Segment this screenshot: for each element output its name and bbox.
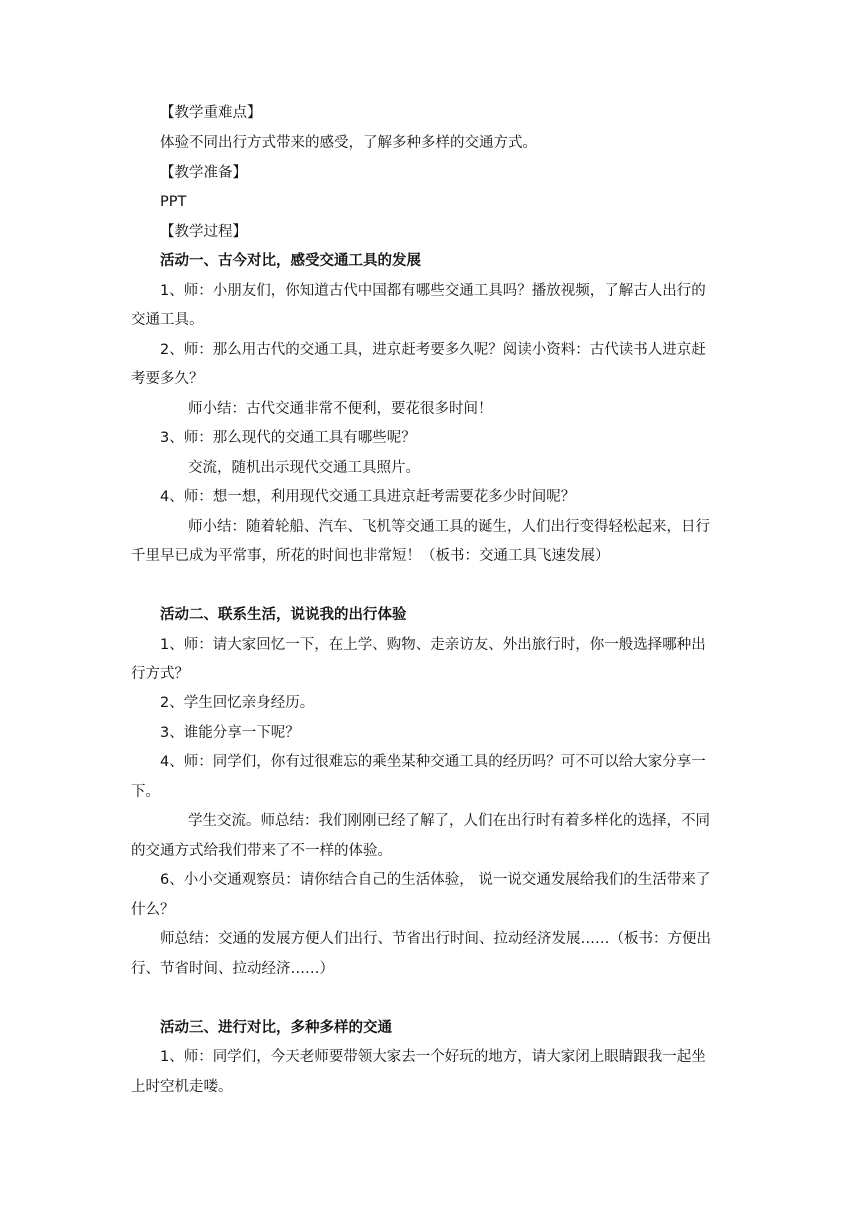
paragraph: 2、学生回忆亲身经历。 — [160, 695, 315, 711]
paragraph: 什么？ — [131, 902, 175, 918]
paragraph: 2、师：那么用古代的交通工具，进京赶考要多久呢？阅读小资料：古代读书人进京赶 — [160, 342, 706, 358]
paragraph: 师小结：古代交通非常不便利，要花很多时间！ — [188, 401, 493, 417]
paragraph: 行方式？ — [131, 666, 189, 682]
paragraph: 行、节省时间、拉动经济……） — [131, 961, 334, 977]
paragraph: 6、小小交通观察员：请你结合自己的生活体验， 说一说交通发展给我们的生活带来了 — [160, 872, 711, 888]
section-heading-key-points: 【教学重难点】 — [160, 105, 262, 121]
paragraph: 学生交流。师总结：我们刚刚已经了解了，人们在出行时有着多样化的选择，不同 — [188, 813, 710, 829]
paragraph: 下。 — [131, 784, 160, 800]
paragraph: 4、师：同学们，你有过很难忘的乘坐某种交通工具的经历吗？可不可以给大家分享一 — [160, 754, 706, 770]
paragraph: PPT — [160, 194, 187, 210]
paragraph: 上时空机走喽。 — [131, 1079, 233, 1095]
activity-heading-2: 活动二、联系生活，说说我的出行体验 — [160, 607, 407, 623]
paragraph: 1、师：同学们，今天老师要带领大家去一个好玩的地方，请大家闭上眼睛跟我一起坐 — [160, 1049, 706, 1065]
paragraph: 体验不同出行方式带来的感受，了解多种多样的交通方式。 — [160, 135, 537, 151]
paragraph: 师总结：交通的发展方便人们出行、节省出行时间、拉动经济发展……（板书：方便出 — [160, 931, 711, 947]
paragraph: 交通工具。 — [131, 312, 204, 328]
paragraph: 交流，随机出示现代交通工具照片。 — [188, 460, 420, 476]
section-heading-process: 【教学过程】 — [160, 224, 247, 240]
paragraph: 考要多久？ — [131, 371, 204, 387]
paragraph: 4、师：想一想，利用现代交通工具进京赶考需要花多少时间呢？ — [160, 489, 576, 505]
activity-heading-1: 活动一、古今对比，感受交通工具的发展 — [160, 253, 421, 269]
paragraph: 千里早已成为平常事，所花的时间也非常短！（板书：交通工具飞速发展） — [131, 548, 610, 564]
paragraph: 1、师：请大家回忆一下，在上学、购物、走亲访友、外出旅行时，你一般选择哪种出 — [160, 637, 706, 653]
paragraph: 的交通方式给我们带来了不一样的体验。 — [131, 843, 392, 859]
paragraph: 3、师：那么现代的交通工具有哪些呢？ — [160, 430, 416, 446]
paragraph: 1、师：小朋友们，你知道古代中国都有哪些交通工具吗？播放视频，了解古人出行的 — [160, 283, 706, 299]
activity-heading-3: 活动三、进行对比，多种多样的交通 — [160, 1020, 392, 1036]
section-heading-preparation: 【教学准备】 — [160, 165, 247, 181]
paragraph: 师小结：随着轮船、汽车、飞机等交通工具的诞生，人们出行变得轻松起来，日行 — [188, 519, 710, 535]
paragraph: 3、谁能分享一下呢？ — [160, 725, 300, 741]
